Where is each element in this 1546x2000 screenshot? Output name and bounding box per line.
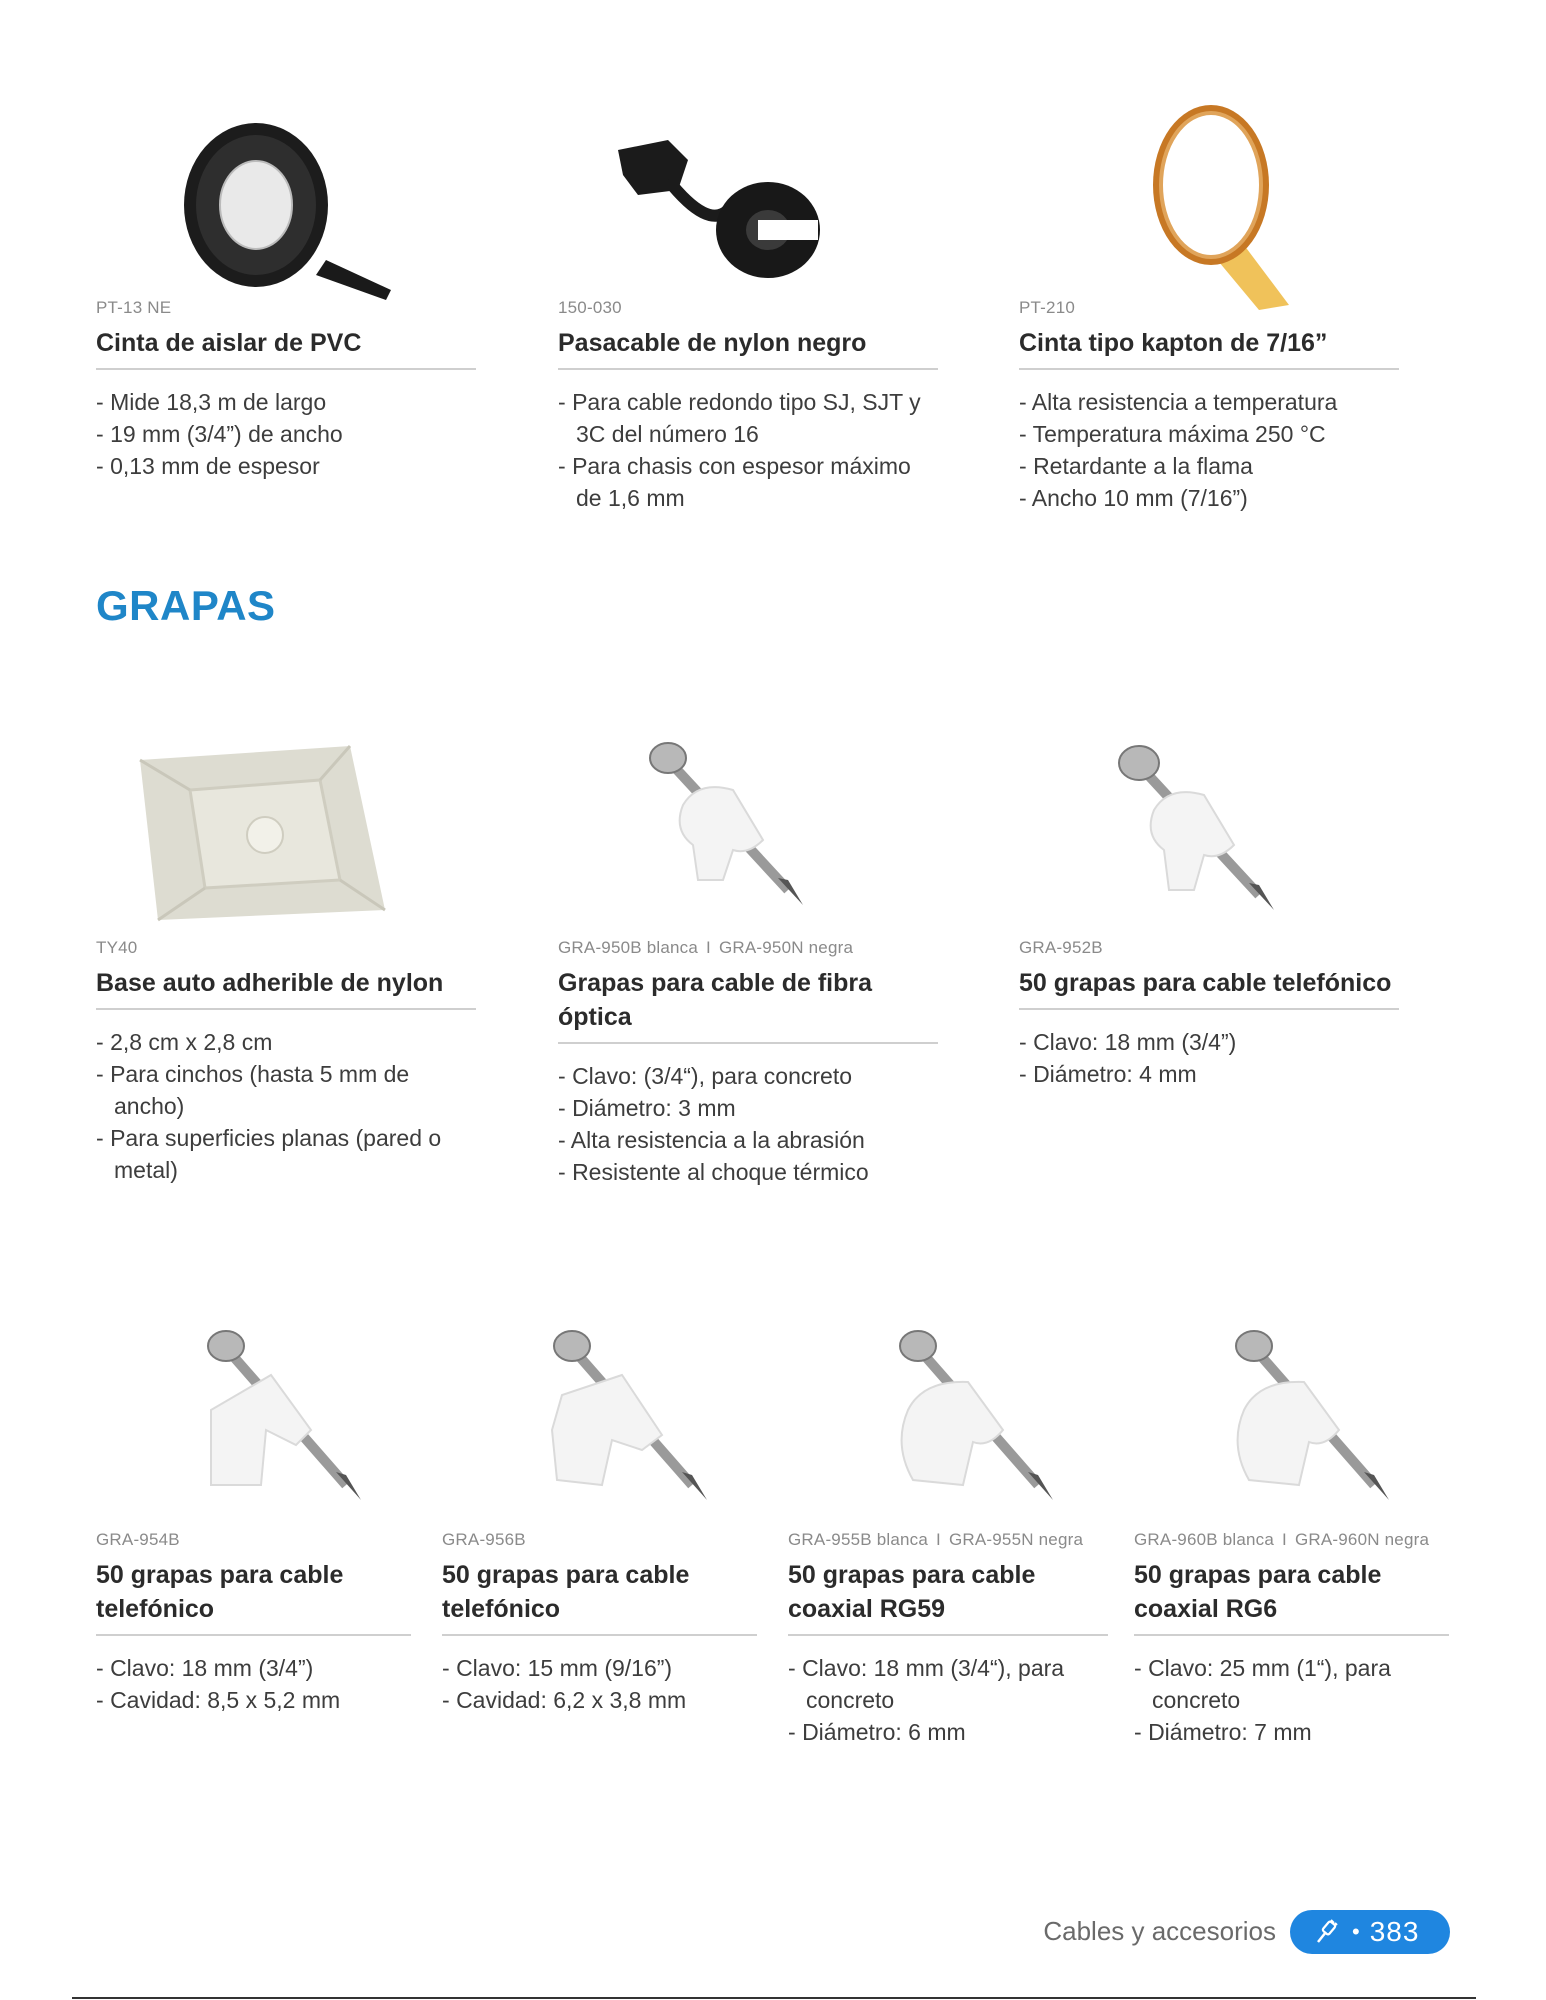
spec-item: - Retardante a la flama — [1019, 450, 1399, 482]
spec-item: - Diámetro: 7 mm — [1134, 1716, 1449, 1748]
code-item: TY40 — [96, 938, 138, 957]
adhesive-base-icon — [130, 740, 390, 930]
product-code — [558, 938, 938, 958]
round-cable-clip-icon — [1224, 1320, 1404, 1510]
code-separator: I — [936, 1530, 941, 1549]
spec-list — [1019, 386, 1399, 514]
product-title: Base auto adherible de nylon — [96, 966, 476, 1010]
product-code: 150-030 — [558, 298, 622, 317]
section-title: GRAPAS — [96, 582, 276, 629]
spec-item: - Mide 18,3 m de largo — [96, 386, 476, 418]
product-title: Pasacable de nylon negro — [558, 326, 938, 370]
spec-item: - Alta resistencia a la abrasión — [558, 1124, 938, 1156]
code-item: GRA-955N negra — [948, 1530, 1084, 1549]
cable-plug-icon — [1314, 1918, 1338, 1946]
spec-list — [1134, 1652, 1449, 1748]
square-cable-clip-icon — [196, 1320, 376, 1510]
cable-clip-icon — [638, 730, 818, 910]
product-code — [96, 938, 476, 958]
spec-item: - 2,8 cm x 2,8 cm — [96, 1026, 476, 1058]
spec-item: - Diámetro: 3 mm — [558, 1092, 938, 1124]
product-title: 50 grapas para cable telefónico — [96, 1558, 411, 1636]
product-title: 50 grapas para cable coaxial RG59 — [788, 1558, 1108, 1636]
spec-list — [558, 1060, 938, 1188]
spec-item: - Clavo: 18 mm (3/4”) — [1019, 1026, 1399, 1058]
spec-item: - Temperatura máxima 250 °C — [1019, 418, 1399, 450]
product-code — [96, 1530, 411, 1550]
spec-item: - Diámetro: 6 mm — [788, 1716, 1108, 1748]
code-item: GRA-960N negra — [1294, 1530, 1430, 1549]
spec-item: - Resistente al choque térmico — [558, 1156, 938, 1188]
product-code: PT-13 NE — [96, 298, 172, 317]
spec-item: - Alta resistencia a temperatura — [1019, 386, 1399, 418]
product-title: Cinta de aislar de PVC — [96, 326, 476, 370]
spec-item: - Para cable redondo tipo SJ, SJT y 3C del número 16 — [558, 386, 938, 450]
spec-item: - Clavo: (3/4“), para concreto — [558, 1060, 938, 1092]
black-electrical-tape-icon — [176, 110, 396, 300]
page-number: 383 — [1369, 1916, 1420, 1947]
spec-list — [96, 1026, 476, 1186]
kapton-tape-icon — [1149, 100, 1299, 315]
spec-item: - 19 mm (3/4”) de ancho — [96, 418, 476, 450]
bottom-rule — [72, 1997, 1476, 1999]
product-title: Grapas para cable de fibra óptica — [558, 966, 938, 1044]
code-separator: I — [706, 938, 711, 957]
code-separator: I — [1282, 1530, 1287, 1549]
spec-list — [442, 1652, 757, 1716]
badge-dot: • — [1352, 1919, 1360, 1944]
code-item: GRA-954B — [96, 1530, 180, 1549]
spec-list — [788, 1652, 1108, 1748]
product-code: PT-210 — [1019, 298, 1076, 317]
product-code — [788, 1530, 1108, 1550]
code-item: GRA-950B blanca — [558, 938, 699, 957]
code-item: GRA-955B blanca — [788, 1530, 929, 1549]
product-code — [1019, 938, 1399, 958]
spec-item: - Para chasis con espesor máximo de 1,6 mm — [558, 450, 938, 514]
spec-item: - Para superficies planas (pared o metal) — [96, 1122, 476, 1186]
round-cable-clip-icon — [888, 1320, 1068, 1510]
spec-item: - Cavidad: 6,2 x 3,8 mm — [442, 1684, 757, 1716]
spec-item: - Diámetro: 4 mm — [1019, 1058, 1399, 1090]
code-item: GRA-956B — [442, 1530, 526, 1549]
code-item: GRA-960B blanca — [1134, 1530, 1275, 1549]
spec-list — [96, 386, 476, 482]
spec-item: - Clavo: 18 mm (3/4“), para concreto — [788, 1652, 1108, 1716]
spec-item: - Clavo: 18 mm (3/4”) — [96, 1652, 411, 1684]
spec-item: - Para cinchos (hasta 5 mm de ancho) — [96, 1058, 476, 1122]
spec-item: - Ancho 10 mm (7/16”) — [1019, 482, 1399, 514]
spec-item: - Clavo: 15 mm (9/16”) — [442, 1652, 757, 1684]
product-code — [1134, 1530, 1449, 1550]
spec-list — [96, 1652, 411, 1716]
spec-list — [558, 386, 938, 514]
spec-list — [1019, 1026, 1399, 1090]
page-number-badge — [1290, 1910, 1450, 1954]
product-title: 50 grapas para cable telefónico — [442, 1558, 757, 1636]
product-title: 50 grapas para cable coaxial RG6 — [1134, 1558, 1449, 1636]
product-code — [442, 1530, 757, 1550]
cable-clip-icon — [1109, 735, 1289, 915]
nylon-grommet-icon — [608, 120, 828, 300]
code-item: GRA-950N negra — [718, 938, 854, 957]
spec-item: - 0,13 mm de espesor — [96, 450, 476, 482]
product-title: 50 grapas para cable telefónico — [1019, 966, 1399, 1010]
spec-item: - Clavo: 25 mm (1“), para concreto — [1134, 1652, 1449, 1716]
product-title: Cinta tipo kapton de 7/16” — [1019, 326, 1399, 370]
spec-item: - Cavidad: 8,5 x 5,2 mm — [96, 1684, 411, 1716]
footer-section-label: Cables y accesorios — [1043, 1916, 1276, 1946]
code-item: GRA-952B — [1019, 938, 1103, 957]
flat-cable-clip-icon — [542, 1320, 722, 1510]
